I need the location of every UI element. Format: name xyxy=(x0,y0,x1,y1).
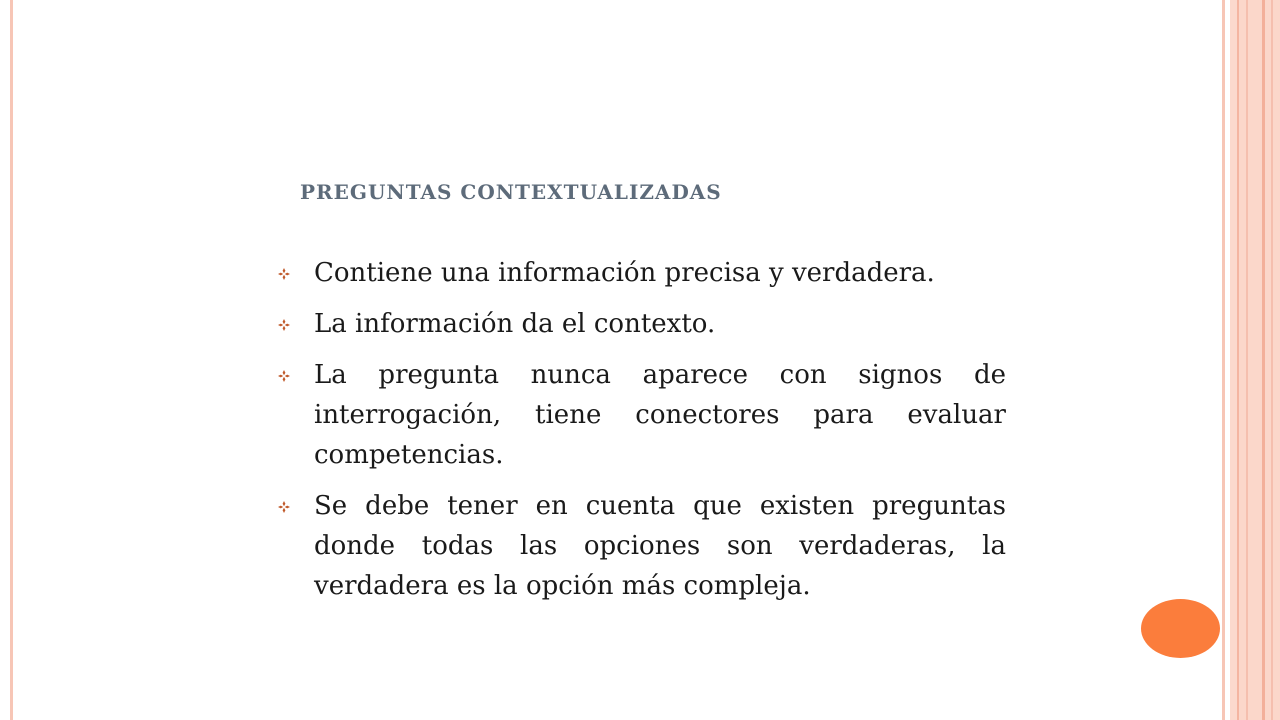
right-border-stripe xyxy=(1222,0,1225,720)
right-border-stripe xyxy=(1262,0,1265,720)
bullet-text: Contiene una información precisa y verdadera. xyxy=(314,258,935,288)
diamond-bullet-icon xyxy=(278,501,290,513)
bullet-item xyxy=(270,304,1006,344)
right-border-stripe xyxy=(1230,0,1237,720)
left-border-line xyxy=(10,0,13,720)
diamond-bullet-icon xyxy=(278,268,290,280)
bullet-text: La pregunta nunca aparece con signos de interrogación, tiene conectores para evaluar competencias. xyxy=(314,360,1006,470)
slide-title: PREGUNTAS CONTEXTUALIZADAS xyxy=(300,180,722,204)
bullet-list xyxy=(270,253,1006,617)
orange-accent-circle xyxy=(1141,599,1220,658)
bullet-item xyxy=(270,355,1006,475)
bullet-text: Se debe tener en cuenta que existen preguntas donde todas las opciones son verdaderas, la verdadera es la opción más compleja. xyxy=(314,491,1006,601)
bullet-text: La información da el contexto. xyxy=(314,309,716,339)
right-border-stripe xyxy=(1271,0,1273,720)
bullet-item xyxy=(270,486,1006,606)
right-border-stripe xyxy=(1246,0,1248,720)
diamond-bullet-icon xyxy=(278,319,290,331)
bullet-item xyxy=(270,253,1006,293)
diamond-bullet-icon xyxy=(278,370,290,382)
